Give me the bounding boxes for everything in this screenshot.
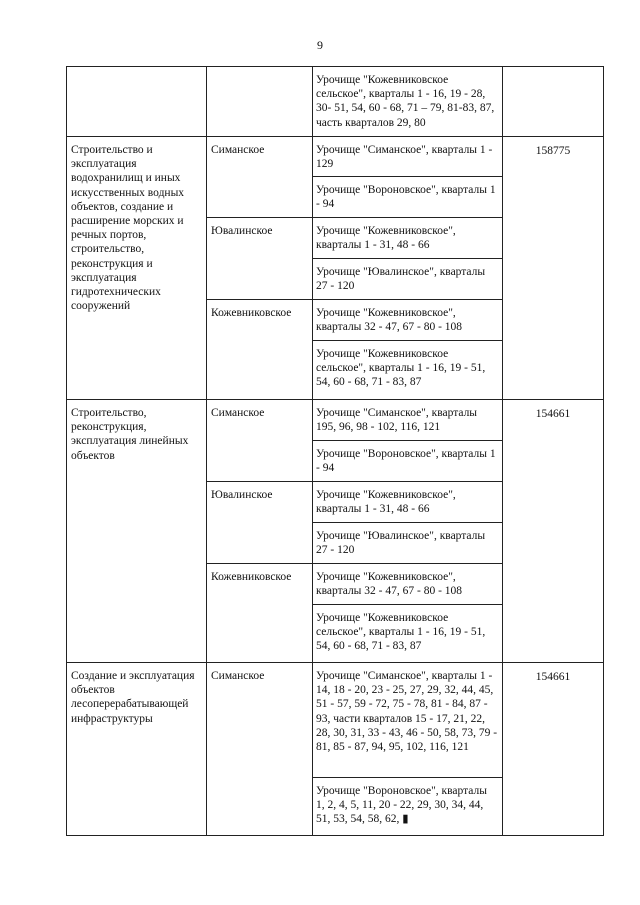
table-row <box>67 67 604 137</box>
location-cell: Урочище "Ювалинское", кварталы 27 - 120 <box>313 523 503 564</box>
location-cell: Урочище "Кожевниковское сельское", кварталы 1 - 16, 19 - 28, 30- 51, 54, 60 - 68, 71 – 79, 81-83, 87, часть кварталов 29, 80 <box>313 67 503 137</box>
forestry-cell: Симанское <box>207 663 313 836</box>
location-cell: Урочище "Вороновское", кварталы 1 - 94 <box>313 177 503 218</box>
location-cell: Урочище "Вороновское", кварталы 1, 2, 4, 5, 11, 20 - 22, 29, 30, 34, 44, 51, 53, 54, 58, 62, ▮ <box>313 778 503 836</box>
area-cell <box>503 67 604 137</box>
forestry-cell: Ювалинское <box>207 482 313 564</box>
purpose-cell <box>67 67 207 137</box>
location-cell: Урочище "Ювалинское", кварталы 27 - 120 <box>313 259 503 300</box>
location-cell: Урочище "Кожевниковское", кварталы 32 - 47, 67 - 80 - 108 <box>313 300 503 341</box>
forestry-cell <box>207 67 313 137</box>
purpose-cell: Строительство и эксплуатация водохранилищ и иных искусственных водных объектов, создание и расширение морских и речных портов, строительство, реконструкция и эксплуатация гидротехнических сооружений <box>67 137 207 400</box>
area-cell: 154661 <box>503 663 604 836</box>
forestry-cell: Кожевниковское <box>207 300 313 400</box>
area-cell: 154661 <box>503 400 604 663</box>
forestry-cell: Ювалинское <box>207 218 313 300</box>
page-number: 9 <box>317 38 323 52</box>
table-row <box>67 663 604 778</box>
forestry-cell: Кожевниковское <box>207 564 313 663</box>
location-cell: Урочище "Кожевниковское сельское", кварталы 1 - 16, 19 - 51, 54, 60 - 68, 71 - 83, 87 <box>313 605 503 663</box>
forestry-cell: Симанское <box>207 137 313 218</box>
table-row <box>67 137 604 177</box>
location-cell: Урочище "Симанское", кварталы 1 - 129 <box>313 137 503 177</box>
location-cell: Урочище "Симанское", кварталы 1 - 14, 18 - 20, 23 - 25, 27, 29, 32, 44, 45, 51 - 57, 59 - 72, 75 - 78, 81 - 84, 87 - 93, части кварталов 15 - 17, 21, 22, 28, 30, 31, 33 - 43, 46 - 50, 58, 73, 79 - 81, 85 - 87, 94, 95, 102, 116, 121 <box>313 663 503 778</box>
location-cell: Урочище "Вороновское", кварталы 1 - 94 <box>313 441 503 482</box>
purpose-cell: Создание и эксплуатация объектов лесоперерабатывающей инфраструктуры <box>67 663 207 836</box>
table-row <box>67 400 604 441</box>
location-cell: Урочище "Кожевниковское", кварталы 1 - 31, 48 - 66 <box>313 218 503 259</box>
purpose-cell: Строительство, реконструкция, эксплуатация линейных объектов <box>67 400 207 663</box>
forestry-cell: Симанское <box>207 400 313 482</box>
area-cell: 158775 <box>503 137 604 400</box>
location-cell: Урочище "Симанское", кварталы 195, 96, 98 - 102, 116, 121 <box>313 400 503 441</box>
location-cell: Урочище "Кожевниковское сельское", кварталы 1 - 16, 19 - 51, 54, 60 - 68, 71 - 83, 87 <box>313 341 503 400</box>
forest-use-table <box>66 66 604 836</box>
location-cell: Урочище "Кожевниковское", кварталы 1 - 31, 48 - 66 <box>313 482 503 523</box>
location-cell: Урочище "Кожевниковское", кварталы 32 - 47, 67 - 80 - 108 <box>313 564 503 605</box>
